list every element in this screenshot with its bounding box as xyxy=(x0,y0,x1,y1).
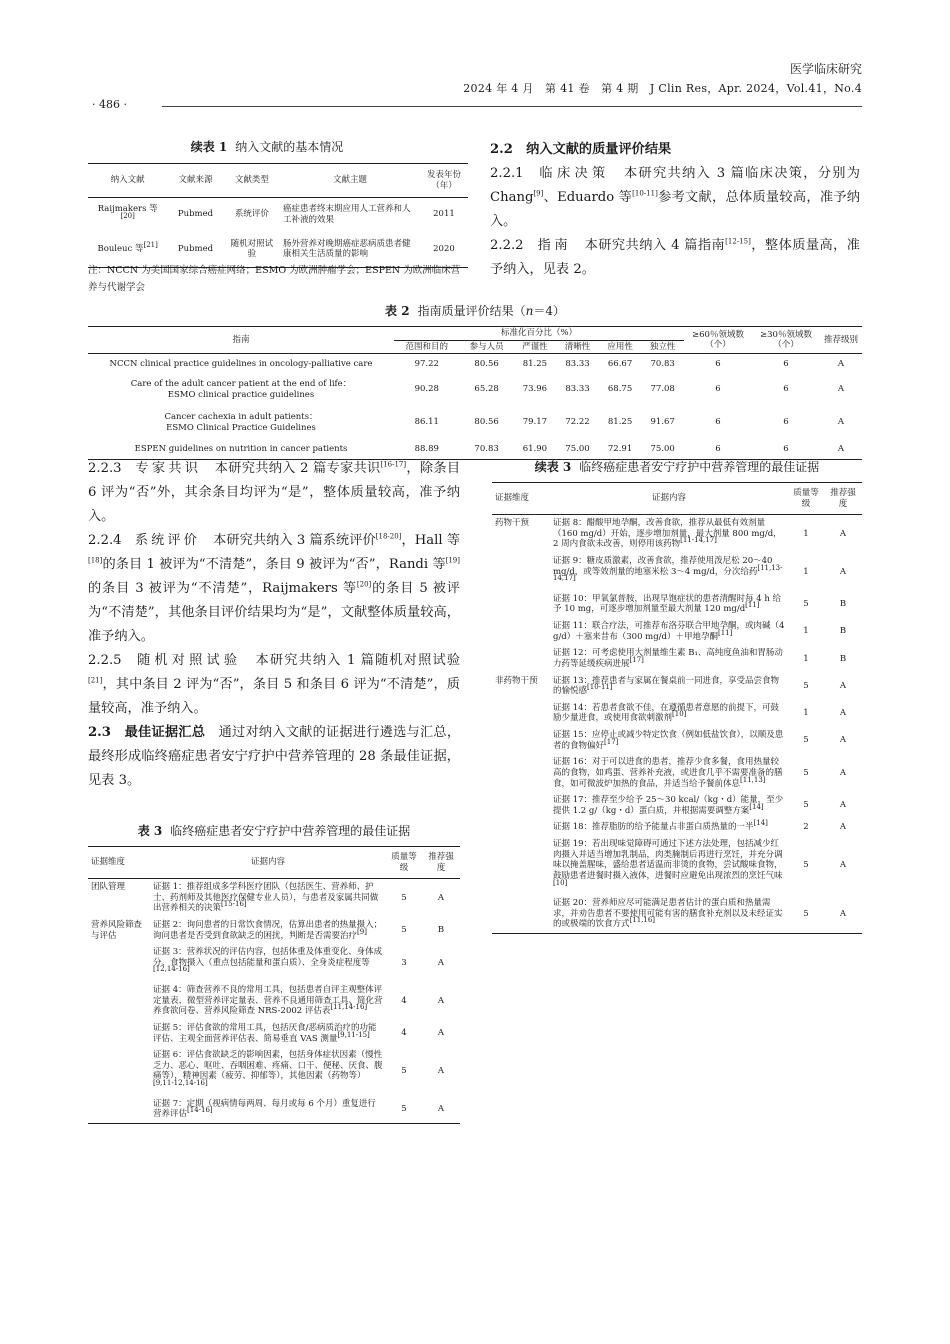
table1-header: 纳入文献 xyxy=(88,164,167,198)
table1-note: 注：NCCN 为美国国家综合癌症网络；ESMO 为欧洲肿瘤学会；ESPEN 为欧洲临床营养与代谢学会 xyxy=(88,265,461,293)
table1-header: 发表年份（年） xyxy=(420,164,468,198)
table-row: ESPEN guidelines on nutrition in cancer patients 88.89 70.83 61.90 75.00 72.91 75.00 6 6 A xyxy=(88,440,862,460)
table-row: 证据 15：应停止或减少特定饮食（例如低盐饮食），以顺及患者的食物偏好[17] 5 A xyxy=(553,730,847,751)
table-row: Bouleuc 等[21] Pubmed 随机对照试验 肠外营养对晚期癌症恶病质患者健康相关生活质量的影响 2020 xyxy=(88,232,468,268)
table-row: 证据 14：若患者食欲不佳，在遵循患者意愿的前提下，可鼓励少量进食，或使用食欲刺激剂[10] 1 A xyxy=(553,702,847,724)
header-rule xyxy=(162,106,862,107)
table-row: 非药物干预 证据 13：推荐患者与家属在餐桌前一同进食，享受品尝食物的愉悦感[10-11] 5 A xyxy=(495,675,847,697)
table-row: 药物干预 证据 8：醋酸甲地孕酮，改善食欲，推荐从最低有效剂量（160 mg/d）开始，逐步增加剂量，最大剂量 800 mg/d，2 周内食欲未改善，则停用该药物[11-14,17] 1 A xyxy=(495,518,847,550)
table-row: 证据 12：可考虑使用大剂量维生素 B₁、高纯度鱼油和胃肠动力药等延缓疾病进展[17] 1 B xyxy=(553,648,847,669)
table3: 证据维度 证据内容 质量等级 推荐强度 团队管理 证据 1：推荐组成多学科医疗团队（包括医生、营养师、护士、药剂师及其他医疗保健专业人员），与患者及家属共同做出营养相关的决策[15-16] 5 A 营养风险筛查与评估 证据 2：询问患者的日常饮食情况，估算出患者的热量摄入；询问患者是否受到食欲缺乏的困扰，判断是否需要治疗[9] 5 B 证据 3：营养状况的评估内容，包括体重及体重变化、身体成分、食物摄入（重点包括能量和蛋白质）、全身炎症程度等[12,14-16] 3 A 证据 4：筛查营养不良的常用工具，包括患者自评主观整体评定量表、微型营养评定量表、营养不良通用筛查工具、简化营养食欲问卷、营养风险筛查 NRS-2002 评估表[11,14-16] 4 A 证据 5：评估食欲的常用工具，包括厌食/恶病质治疗的功能评估、主观全面营养评估表、简易垂直 VAS 测量[9,11-15] 4 A 证据 6：评估食欲缺乏的影响因素，包括身体症状因素（慢性乏力、恶心、呕吐、吞咽困难、疼痛、口干、便秘、厌食、腹痛等），精神因素（疲劳、抑郁等），其他因素（药物等）[9,11-12,14-16] 5 A 证据 7：定期（视病情每两周、每月或每 6 个月）重复进行营养评估[14-16] 5 A xyxy=(88,846,460,1124)
table3-continued: 证据维度 证据内容 质量等级 推荐强度 药物干预 证据 8：醋酸甲地孕酮，改善食欲，推荐从最低有效剂量（160 mg/d）开始，逐步增加剂量，最大剂量 800 mg/d，2 周内食欲未改善，则停用该药物[11-14,17] 1 A 证据 9：糖皮质激素，改善食欲，推荐使用泼尼松 20～40 mg/d，或等效剂量的地塞米松 3～4 mg/d，分次给药[11,13-14,17] 1 A 证据 10：甲氧氯普胺，出现早饱症状的患者清醒时每 4 h 给予 10 mg，可逐步增加剂量至最大剂量 120 mg/d[11] 5 B 证据 11：联合疗法，可推荐布洛芬联合甲地孕酮，或肉碱（4 g/d）＋塞来昔布（300 mg/d）＋甲地孕酮[11] 1 B 证据 12：可考虑使用大剂量维生素 B₁、高纯度鱼油和胃肠动力药等延缓疾病进展[17] 1 B 非药物干预 证据 13：推荐患者与家属在餐桌前一同进食，享受品尝食物的愉悦感[10-11] 5 A 证据 14：若患者食欲不佳，在遵循患者意愿的前提下，可鼓励少量进食，或使用食欲刺激剂[10] 1 A 证据 15：应停止或减少特定饮食（例如低盐饮食），以顺及患者的食物偏好[17] 5 A 证据 16：对于可以进食的患者，推荐少食多餐，食用热量较高的食物，如鸡蛋、营养补充液，或进食几乎不需要准备的膳食，如可微波炉加热的食品，并适当给予餐前体息[11,13] 5 A 证据 17：推荐至少给予 25～30 kcal/（kg・d）能量，至少提供 1.2 g/（kg・d）蛋白质，并根据需要调整方案[14] 5 A 证据 18：推荐脂肪的给予能量占非蛋白质热量的一半[14] 2 A 证据 19：若出现味觉障碍可通过下述方法处理，包括减少红肉摄入并适当增加乳制品，肉类腌制后再进行烹饪，并充分调味以掩盖腥味，盛给患者适温而非烫的食物，尝试酸味食物，鼓励患者进餐时摄入液体，进餐时应避免出现浓烈的烹饪气味[10] 5 A 证据 20：营养师应尽可能满足患者估计的蛋白质和热量需求，并劝告患者不要使用可能有害的膳食补充剂以及未经证实的或极端的饮食方式[11,16] 5 A xyxy=(492,482,862,934)
table-row: 证据 4：筛查营养不良的常用工具，包括患者自评主观整体评定量表、微型营养评定量表、营养不良通用筛查工具、简化营养食欲问卷、营养风险筛查 NRS-2002 评估表[11,14-16] 4 A xyxy=(153,985,445,1017)
section-heading: 2.2 纳入文献的质量评价结果 xyxy=(490,142,672,157)
table2-caption: 表 2 指南质量评价结果（n＝4） xyxy=(385,304,565,318)
table1-header: 文献类型 xyxy=(224,164,280,198)
table-row: Raijmakers 等[20] Pubmed 系统评价 癌症患者终末期应用人工营养和人工补液的效果 2011 xyxy=(97,204,455,225)
section-body-left: 2.2.3 专家共识 本研究共纳入 2 篇专家共识[16-17]，除条目 6 评为“否”外，其余条目均评为“是”，整体质量较高，准予纳入。 2.2.4 系统评价 本研究共纳入 3 篇系统评价[18-20]，Hall 等[18]的条目 1 被评为“不清楚”，条目 9 被评为“否”，Randi 等[19]的条目 3 被评为“不清楚”，Raijmakers 等[20]的条目 5 被评为“不清楚”，其他条目评价结果均为“是”，文献整体质量较高，准予纳入。 2.2.5 随机对照试验 本研究共纳入 1 篇随机对照试验[21]，其中条目 2 评为“否”，条目 5 和条目 6 评为“不清楚”，质量较高，准予纳入。 2.3 最佳证据汇总 通过对纳入文献的证据进行遴选与汇总，最终形成临终癌症患者安宁疗护中营养管理的 28 条最佳证据，见表 3。 xyxy=(88,460,461,788)
table3c-caption: 续表 3 临终癌症患者安宁疗护中营养管理的最佳证据 xyxy=(534,460,820,474)
table-row: Care of the adult cancer patient at the end of life：ESMO clinical practice guidelines 90.28 65.28 73.96 83.33 68.75 77.08 6 6 A xyxy=(130,379,845,400)
table-row: 营养风险筛查与评估 证据 2：询问患者的日常饮食情况，估算出患者的热量摄入；询问患者是否受到食欲缺乏的困扰，判断是否需要治疗[9] 5 B xyxy=(91,919,445,941)
table1-caption: 续表 1 纳入文献的基本情况 xyxy=(190,140,344,154)
table-row: 团队管理 证据 1：推荐组成多学科医疗团队（包括医生、营养师、护士、药剂师及其他医疗保健专业人员），与患者及家属共同做出营养相关的决策[15-16] 5 A xyxy=(91,882,445,914)
table-row: NCCN clinical practice guidelines in oncology-palliative care 97.22 80.56 81.25 83.33 66.67 70.83 6 6 A xyxy=(109,358,845,369)
table-row: 证据 19：若出现味觉障碍可通过下述方法处理，包括减少红肉摄入并适当增加乳制品，肉类腌制后再进行烹饪，并充分调味以掩盖腥味，盛给患者适温而非烫的食物，尝试酸味食物，鼓励患者进餐时摄入液体，进餐时应避免出现浓烈的烹饪气味[10] 5 A xyxy=(553,839,847,887)
table2: 指南 标准化百分比（%） ≥60％领域数（个） ≥30％领域数（个） 推荐级别 范围和目的 参与人员 严谨性 清晰性 应用性 独立性 NCCN clinical practice guidelines in oncology-palliative care 97.22 80.56 81.25 83.33 66.67 70.83 6 6 A Care of the adult cancer patient at the end of life：ESMO clinical practice guidelines 90.28 65.28 73.96 83.33 68.75 77.08 6 6 A Cancer cachexia in adult patients：ESMO Clinical Practice Guidelines 86.11 80.56 79.17 72.22 81.25 91.67 6 6 A ESPEN guidelines on nutrition in cancer patients 88.89 70.83 61.90 75.00 72.91 75.00 6 6 A xyxy=(88,326,862,460)
table1 xyxy=(88,163,468,268)
table3-caption: 表 3 临终癌症患者安宁疗护中营养管理的最佳证据 xyxy=(137,824,411,838)
table-row: 证据 17：推荐至少给予 25～30 kcal/（kg・d）能量，至少提供 1.2 g/（kg・d）蛋白质，并根据需要调整方案[14] 5 A xyxy=(553,795,847,816)
page-number: · 486 · xyxy=(92,98,127,111)
table-row: 证据 3：营养状况的评估内容，包括体重及体重变化、身体成分、食物摄入（重点包括能量和蛋白质）、全身炎症程度等[12,14-16] 3 A xyxy=(153,947,445,974)
table-row: 证据 6：评估食欲缺乏的影响因素，包括身体症状因素（慢性乏力、恶心、呕吐、吞咽困难、疼痛、口干、便秘、厌食、腹痛等），精神因素（疲劳、抑郁等），其他因素（药物等）[9,11-12,14-16] 5 A xyxy=(153,1050,445,1088)
table-row: 证据 9：糖皮质激素，改善食欲，推荐使用泼尼松 20～40 mg/d，或等效剂量的地塞米松 3～4 mg/d，分次给药[11,13-14,17] 1 A xyxy=(553,555,847,583)
table-row: 证据 18：推荐脂肪的给予能量占非蛋白质热量的一半[14] 2 A xyxy=(553,819,847,833)
table1-header: 文献主题 xyxy=(280,164,420,198)
table-row: 证据 11：联合疗法，可推荐布洛芬联合甲地孕酮，或肉碱（4 g/d）＋塞来昔布（300 mg/d）＋甲地孕酮[11] 1 B xyxy=(553,621,847,642)
table1-header: 文献来源 xyxy=(167,164,223,198)
journal-name: 医学临床研究 xyxy=(789,62,862,76)
table-row: 证据 20：营养师应尽可能满足患者估计的蛋白质和热量需求，并劝告患者不要使用可能有害的膳食补充剂以及未经证实的或极端的饮食方式[11,16] 5 A xyxy=(492,895,862,933)
table-row: 证据 7：定期（视病情每两周、每月或每 6 个月）重复进行营养评估[14-16] 5 A xyxy=(88,1096,460,1124)
table-row: Cancer cachexia in adult patients：ESMO Clinical Practice Guidelines 86.11 80.56 79.17 72.22 81.25 91.67 6 6 A xyxy=(164,412,845,433)
table-row: 证据 5：评估食欲的常用工具，包括厌食/恶病质治疗的功能评估、主观全面营养评估表、简易垂直 VAS 测量[9,11-15] 4 A xyxy=(153,1022,445,1044)
table-row: 证据 16：对于可以进食的患者，推荐少食多餐，食用热量较高的食物，如鸡蛋、营养补充液，或进食几乎不需要准备的膳食，如可微波炉加热的食品，并适当给予餐前体息[11,13] 5 A xyxy=(553,757,847,789)
issue-info: 2024 年 4 月 第 41 卷 第 4 期 J Clin Res，Apr. 2024，Vol.41，No.4 xyxy=(463,82,862,95)
table-row: 证据 10：甲氧氯普胺，出现早饱症状的患者清醒时每 4 h 给予 10 mg，可逐步增加剂量至最大剂量 120 mg/d[11] 5 B xyxy=(553,593,847,615)
section-2-2: 2.2 纳入文献的质量评价结果 2.2.1 临床决策 本研究共纳入 3 篇临床决策，分别为 Chang[9]、Eduardo 等[10-11]参考文献，总体质量较高，准予纳入。 2.2.2 指南 本研究共纳入 4 篇指南[12-15]，整体质量高，准予纳入，见表 2。 xyxy=(490,138,860,282)
